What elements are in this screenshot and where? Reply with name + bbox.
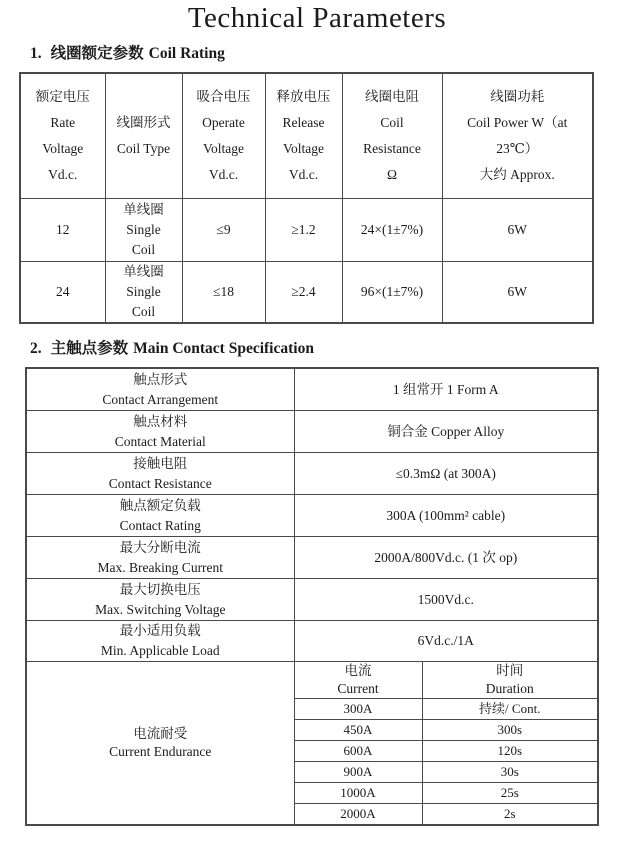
cell-resistance: 96×(1±7%) — [342, 262, 442, 324]
cell-operate: ≤9 — [182, 199, 265, 262]
endurance-current: 450A — [294, 720, 422, 741]
table-row — [26, 495, 598, 537]
page-title: Technical Parameters — [187, 2, 447, 34]
cell-resistance: 24×(1±7%) — [342, 199, 442, 262]
endurance-duration: 300s — [422, 720, 598, 741]
table-row — [26, 621, 598, 662]
section-title-zh: 线圈额定参数 — [50, 45, 144, 62]
row-label: 接触电阻 Contact Resistance — [26, 453, 294, 495]
header-coil-resistance: 线圈电阻 Coil Resistance Ω — [342, 73, 442, 199]
table-row — [26, 579, 598, 621]
endurance-duration: 120s — [422, 741, 598, 762]
row-value: 6Vd.c./1A — [294, 621, 598, 662]
section-heading-coil-rating — [30, 41, 634, 66]
endurance-duration-header: 时间 Duration — [422, 662, 598, 699]
header-operate-voltage: 吸合电压 Operate Voltage Vd.c. — [182, 73, 265, 199]
cell-release: ≥2.4 — [265, 262, 342, 324]
coil-row-24v — [20, 262, 593, 324]
header-coil-power: 线圈功耗 Coil Power W（at 23℃） 大约 Approx. — [442, 73, 593, 199]
main-contact-table — [25, 367, 599, 826]
coil-row-12v — [20, 199, 593, 262]
row-label: 最大分断电流 Max. Breaking Current — [26, 537, 294, 579]
table-row — [26, 411, 598, 453]
section-number: 1. — [30, 45, 42, 62]
cell-operate: ≤18 — [182, 262, 265, 324]
endurance-current: 600A — [294, 741, 422, 762]
cell-rate: 24 — [20, 262, 105, 324]
table-row — [26, 537, 598, 579]
row-label: 触点额定负载 Contact Rating — [26, 495, 294, 537]
row-label: 最小适用负载 Min. Applicable Load — [26, 621, 294, 662]
row-value: 1 组常开 1 Form A — [294, 368, 598, 411]
endurance-current: 2000A — [294, 804, 422, 826]
table-row — [26, 368, 598, 411]
coil-rating-table — [19, 72, 594, 324]
endurance-duration: 25s — [422, 783, 598, 804]
section-title-en: Main Contact Specification — [133, 340, 314, 357]
cell-coil-type: 单线圈 Single Coil — [105, 262, 182, 324]
endurance-header-row — [26, 662, 598, 699]
coil-header-row — [20, 73, 593, 199]
header-rate-voltage: 额定电压 Rate Voltage Vd.c. — [20, 73, 105, 199]
endurance-duration: 持续/ Cont. — [422, 699, 598, 720]
section-number: 2. — [30, 340, 42, 357]
cell-release: ≥1.2 — [265, 199, 342, 262]
cell-rate: 12 — [20, 199, 105, 262]
row-value: 1500Vd.c. — [294, 579, 598, 621]
row-value: 300A (100mm² cable) — [294, 495, 598, 537]
endurance-duration: 2s — [422, 804, 598, 826]
row-value: 铜合金 Copper Alloy — [294, 411, 598, 453]
section-title-en: Coil Rating — [148, 45, 225, 62]
endurance-current-header: 电流 Current — [294, 662, 422, 699]
header-release-voltage: 释放电压 Release Voltage Vd.c. — [265, 73, 342, 199]
endurance-label: 电流耐受 Current Endurance — [26, 662, 294, 826]
endurance-current: 1000A — [294, 783, 422, 804]
header-coil-type: 线圈形式 Coil Type — [105, 73, 182, 199]
row-label: 触点形式 Contact Arrangement — [26, 368, 294, 411]
endurance-current: 300A — [294, 699, 422, 720]
row-label: 最大切换电压 Max. Switching Voltage — [26, 579, 294, 621]
row-value: 2000A/800Vd.c. (1 次 op) — [294, 537, 598, 579]
cell-power: 6W — [442, 262, 593, 324]
cell-power: 6W — [442, 199, 593, 262]
row-value: ≤0.3mΩ (at 300A) — [294, 453, 598, 495]
row-label: 触点材料 Contact Material — [26, 411, 294, 453]
section-heading-main-contact — [30, 336, 634, 361]
section-title-zh: 主触点参数 — [50, 340, 129, 357]
endurance-duration: 30s — [422, 762, 598, 783]
endurance-current: 900A — [294, 762, 422, 783]
cell-coil-type: 单线圈 Single Coil — [105, 199, 182, 262]
table-row — [26, 453, 598, 495]
